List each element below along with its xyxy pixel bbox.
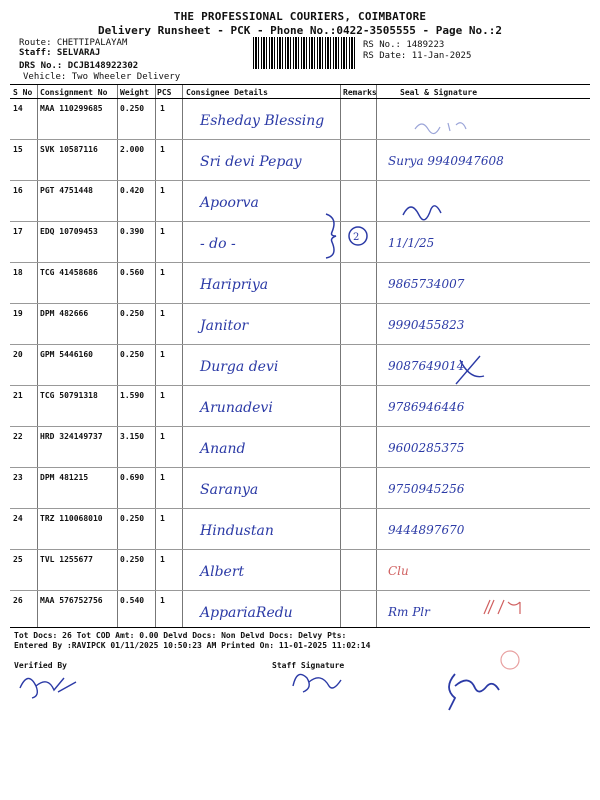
vehicle-label: Vehicle: Two Wheeler Delivery <box>23 72 181 82</box>
weight-cell: 3.150 <box>120 432 145 441</box>
table-row <box>10 509 590 550</box>
svg-text:2: 2 <box>353 232 360 243</box>
barcode-image <box>253 37 355 69</box>
column-header-pcs: PCS <box>157 88 172 97</box>
rs-date: RS Date: 11-Jan-2025 <box>363 51 472 61</box>
consignee-handwriting: Sri devi Pepay <box>200 154 302 170</box>
signature-handwriting: 9750945256 <box>388 482 465 496</box>
sno-cell: 22 <box>13 432 23 441</box>
pcs-cell: 1 <box>160 555 165 564</box>
pcs-cell: 1 <box>160 473 165 482</box>
staff-label: Staff: SELVARAJ <box>19 48 101 58</box>
sno-cell: 25 <box>13 555 23 564</box>
consignment-cell: MAA 576752756 <box>40 596 103 605</box>
runsheet-subtitle: Delivery Runsheet - PCK - Phone No.:0422-3505555 - Page No.:2 <box>98 24 502 37</box>
consignment-cell: DPM 482666 <box>40 309 89 318</box>
signature-handwriting: 9444897670 <box>388 523 465 537</box>
table-row <box>10 427 590 468</box>
pcs-cell: 1 <box>160 145 165 154</box>
consignment-cell: MAA 110299685 <box>40 104 103 113</box>
consignment-cell: HRD 324149737 <box>40 432 103 441</box>
consignee-handwriting: Janitor <box>200 318 249 334</box>
table-row <box>10 550 590 591</box>
consignment-cell: TCG 50791318 <box>40 391 98 400</box>
sno-cell: 15 <box>13 145 23 154</box>
signature-scribble-icon <box>450 350 490 390</box>
sno-cell: 26 <box>13 596 23 605</box>
table-row <box>10 386 590 427</box>
column-header-consignment: Consignment No <box>40 88 108 97</box>
pcs-cell: 1 <box>160 104 165 113</box>
sno-cell: 24 <box>13 514 23 523</box>
company-title: THE PROFESSIONAL COURIERS, COIMBATORE <box>173 10 427 23</box>
sno-cell: 16 <box>13 186 23 195</box>
signature-handwriting: 9087649014 <box>388 359 465 373</box>
signature-handwriting: 9990455823 <box>388 318 465 332</box>
runsheet-table <box>10 84 590 628</box>
column-header-signature: Seal & Signature <box>400 88 478 97</box>
weight-cell: 0.560 <box>120 268 145 277</box>
signature-handwriting: Surya 9940947608 <box>388 154 504 168</box>
sno-cell: 14 <box>13 104 23 113</box>
pcs-cell: 1 <box>160 309 165 318</box>
weight-cell: 0.250 <box>120 104 145 113</box>
table-row <box>10 345 590 386</box>
signature-scribble-icon <box>395 195 475 235</box>
consignment-cell: TRZ 110068010 <box>40 514 103 523</box>
rs-number: RS No.: 1489223 <box>363 40 445 50</box>
weight-cell: 0.390 <box>120 227 145 236</box>
pcs-cell: 1 <box>160 596 165 605</box>
entered-by-line: Entered By :RAVIPCK 01/11/2025 10:50:23 AM Printed On: 11-01-2025 11:02:14 <box>14 641 371 650</box>
pcs-cell: 1 <box>160 350 165 359</box>
consignee-handwriting: Arunadevi <box>200 400 273 416</box>
signature-handwriting: Rm Plr <box>388 605 430 619</box>
drs-number: DRS No.: DCJB148922302 <box>19 61 139 71</box>
route-label: Route: CHETTIPALAYAM <box>19 38 128 48</box>
table-row <box>10 99 590 140</box>
weight-cell: 0.420 <box>120 186 145 195</box>
weight-cell: 2.000 <box>120 145 145 154</box>
table-row <box>10 263 590 304</box>
column-header-sno: S No <box>13 88 33 97</box>
column-header-weight: Weight <box>120 88 149 97</box>
weight-cell: 1.590 <box>120 391 145 400</box>
table-row <box>10 222 590 263</box>
weight-cell: 0.250 <box>120 514 145 523</box>
consignee-handwriting: - do - <box>200 236 236 252</box>
column-header-consignee: Consignee Details <box>186 88 268 97</box>
consignee-handwriting: Durga devi <box>200 359 279 375</box>
consignment-cell: PGT 4751448 <box>40 186 93 195</box>
pcs-cell: 1 <box>160 268 165 277</box>
signature-handwriting: Clu <box>388 564 409 578</box>
signature-handwriting: 9865734007 <box>388 277 465 291</box>
brace-scribble-icon <box>320 210 380 260</box>
pcs-cell: 1 <box>160 514 165 523</box>
table-row <box>10 181 590 222</box>
faint-signature-icon <box>410 115 470 137</box>
weight-cell: 0.250 <box>120 309 145 318</box>
weight-cell: 0.540 <box>120 596 145 605</box>
consignee-handwriting: Saranya <box>200 482 259 498</box>
consignment-cell: DPM 481215 <box>40 473 89 482</box>
sno-cell: 17 <box>13 227 23 236</box>
consignment-cell: TVL 1255677 <box>40 555 93 564</box>
signature-handwriting: 9600285375 <box>388 441 465 455</box>
consignee-handwriting: AppariaRedu <box>200 605 293 621</box>
red-seal-circle-icon <box>498 648 522 672</box>
sno-cell: 18 <box>13 268 23 277</box>
consignee-handwriting: Anand <box>200 441 246 457</box>
weight-cell: 0.690 <box>120 473 145 482</box>
sno-cell: 23 <box>13 473 23 482</box>
consignee-handwriting: Apoorva <box>200 195 259 211</box>
consignment-cell: SVK 10587116 <box>40 145 98 154</box>
sno-cell: 19 <box>13 309 23 318</box>
sno-cell: 21 <box>13 391 23 400</box>
table-row <box>10 140 590 181</box>
consignee-handwriting: Esheday Blessing <box>200 113 325 129</box>
consignment-cell: TCG 41458686 <box>40 268 98 277</box>
consignee-handwriting: Hindustan <box>200 523 274 539</box>
sno-cell: 20 <box>13 350 23 359</box>
weight-cell: 0.250 <box>120 350 145 359</box>
signature-handwriting: 9786946446 <box>388 400 465 414</box>
staff-signature-icon <box>285 664 345 700</box>
table-row <box>10 304 590 345</box>
verifier-signature-icon <box>14 668 84 704</box>
table-row <box>10 468 590 509</box>
column-header-remarks: Remarks <box>343 88 377 97</box>
staff-signature-label: Staff Signature <box>272 661 345 670</box>
table-header <box>10 85 590 99</box>
totals-line: Tot Docs: 26 Tot COD Amt: 0.00 Delvd Docs: Non Delvd Docs: Delvy Pts: <box>14 631 347 640</box>
consignment-cell: EDQ 10709453 <box>40 227 98 236</box>
consignee-handwriting: Albert <box>200 564 245 580</box>
signature-handwriting: 11/1/25 <box>388 236 435 250</box>
consignment-cell: GPM 5446160 <box>40 350 93 359</box>
consignee-handwriting: Haripriya <box>200 277 269 293</box>
seal-signature-icon <box>435 668 505 714</box>
red-initials-icon <box>480 596 540 618</box>
pcs-cell: 1 <box>160 391 165 400</box>
weight-cell: 0.250 <box>120 555 145 564</box>
pcs-cell: 1 <box>160 227 165 236</box>
verified-by-label: Verified By <box>14 661 67 670</box>
pcs-cell: 1 <box>160 432 165 441</box>
pcs-cell: 1 <box>160 186 165 195</box>
